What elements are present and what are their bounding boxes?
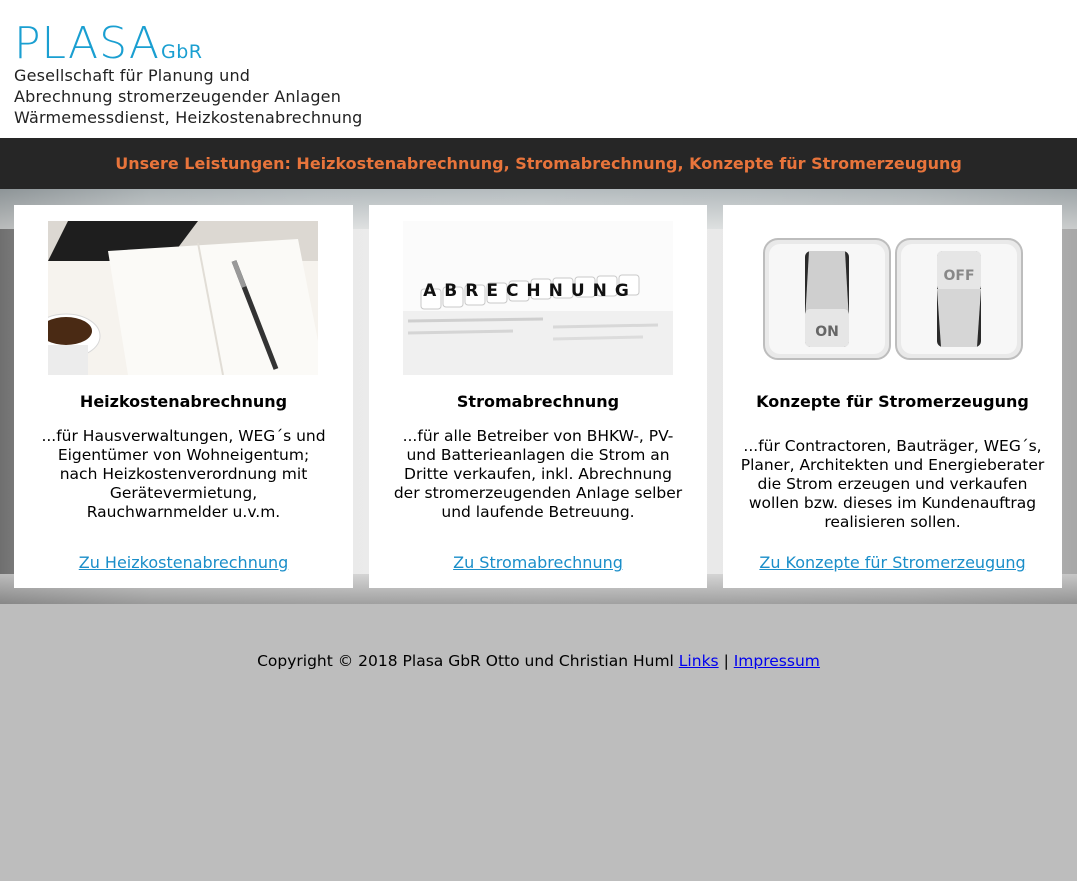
abrechnung-cube-text: ABRECHNUNG [423, 281, 637, 301]
copyright-text: Copyright © 2018 Plasa GbR Otto und Christian Huml [257, 652, 674, 670]
logo-tagline-line: Abrechnung stromerzeugender Anlagen [14, 87, 342, 106]
service-card-konzepte [723, 205, 1062, 588]
logo-main-text: PLASA [14, 18, 161, 69]
card-title: Konzepte für Stromerzeugung [756, 392, 1029, 411]
strom-link[interactable]: Zu Stromabrechnung [453, 553, 623, 572]
card-description: ...für Contractoren, Bauträger, WEG´s, Planer, Architekten und Energieberater die Strom erzeugen und verkaufen wollen bzw. dieses im Kundenauftrag realisieren sollen. [740, 437, 1045, 531]
logo-tagline-line: Gesellschaft für Planung und [14, 66, 251, 85]
logo-tagline-line: Wärmemessdienst, Heizkostenabrechnung [14, 108, 363, 127]
on-label: ON [815, 324, 839, 340]
service-card-heizkosten [14, 205, 353, 588]
logo[interactable] [14, 18, 203, 69]
card-title: Stromabrechnung [456, 392, 620, 411]
services-banner [0, 138, 1077, 189]
konzepte-link[interactable]: Zu Konzepte für Stromerzeugung [759, 553, 1026, 572]
card-description: ...für alle Betreiber von BHKW-, PV- und Batterieanlagen die Strom an Dritte verkaufen, inkl. Abrechnung der stromerzeugenden Anlage selber und laufende Betreuung. [393, 427, 683, 521]
card-title: Heizkostenabrechnung [79, 392, 288, 411]
footer-separator: | [723, 652, 729, 670]
banner-text: Unsere Leistungen: Heizkostenabrechnung, Stromabrechnung, Konzepte für Stromerzeugung [115, 154, 962, 173]
card-description: ...für Hausverwaltungen, WEG´s und Eigentümer von Wohneigentum; nach Heizkostenverordnung mit Gerätevermietung, Rauchwarnmelder u.v.m. [41, 427, 326, 521]
abrechnung-letter-cubes-image [403, 221, 673, 375]
notebook-coffee-image [48, 221, 318, 375]
off-label: OFF [943, 268, 975, 284]
service-card-strom [369, 205, 707, 588]
logo-sub-text: GbR [161, 41, 203, 63]
impressum-link[interactable]: Impressum [733, 652, 820, 670]
links-link[interactable]: Links [678, 652, 719, 670]
footer [0, 652, 1077, 670]
on-off-switch-image [757, 221, 1027, 375]
logo-tagline [14, 65, 363, 128]
site-header [0, 0, 1077, 138]
heizkosten-link[interactable]: Zu Heizkostenabrechnung [78, 553, 289, 572]
